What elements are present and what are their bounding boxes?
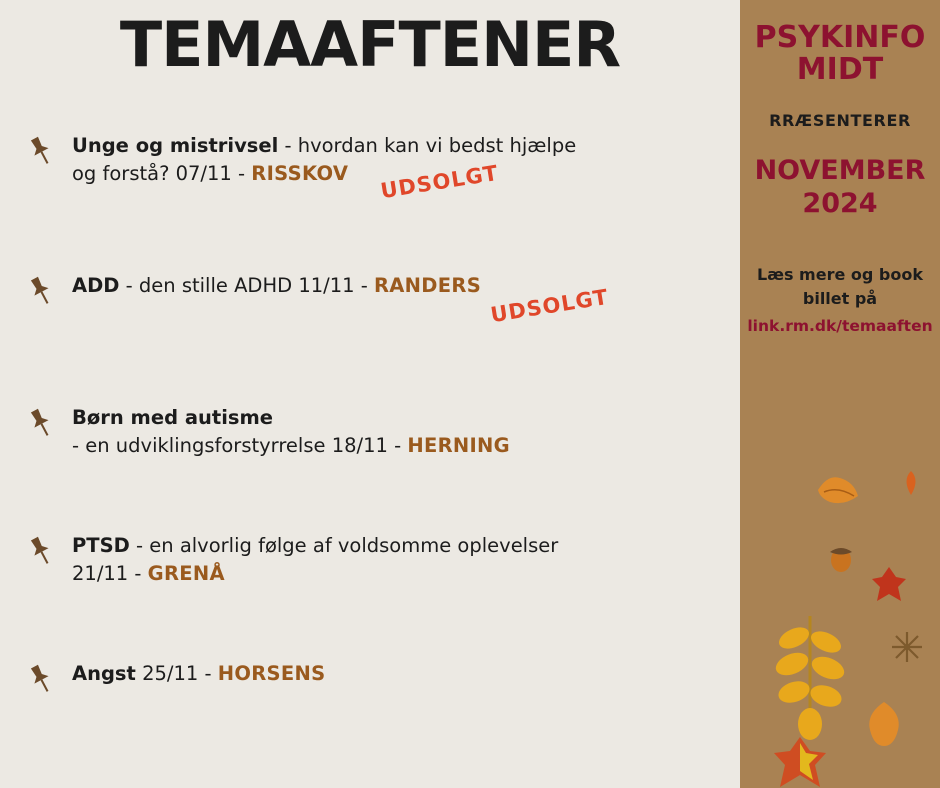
event-list (0, 132, 740, 760)
event-description: - hvordan kan vi bedst hjælpe (278, 134, 577, 157)
event-place: HERNING (407, 434, 510, 458)
event-place: RANDERS (373, 274, 482, 297)
star-anise-icon (890, 630, 924, 668)
list-item (0, 404, 740, 532)
leaf-icon (862, 700, 906, 752)
brand-name (740, 22, 940, 85)
event-place: RISSKOV (251, 162, 349, 186)
event-title: Angst (72, 662, 136, 685)
event-place: HORSENS (217, 662, 326, 685)
pushpin-icon (24, 662, 58, 696)
booking-line-1: Læs mere og book (757, 264, 923, 284)
event-title: Unge og mistrivsel (72, 134, 279, 157)
presents-label: RRÆSENTERER (769, 111, 911, 130)
booking-line-2: billet på (802, 288, 878, 308)
event-description-2: og forstå? 07/11 - (72, 162, 252, 186)
acorn-icon (826, 540, 856, 578)
event-description: - en alvorlig følge af voldsomme oplevelser (129, 534, 559, 557)
leaf-icon (770, 735, 830, 788)
pushpin-icon (24, 534, 58, 568)
status-badge: UDSOLGT (378, 160, 501, 204)
leaf-icon (870, 565, 908, 609)
event-title: Børn med autisme (72, 406, 274, 429)
leaf-icon (900, 470, 922, 500)
pushpin-icon (24, 134, 58, 168)
pushpin-icon (24, 274, 58, 308)
event-text (72, 660, 720, 688)
month-label: NOVEMBER (754, 155, 926, 186)
event-text (72, 272, 720, 300)
list-item (0, 660, 740, 760)
brand-line-2: MIDT (796, 51, 884, 87)
event-description: - den stille ADHD 11/11 - (119, 274, 374, 297)
event-description: 25/11 - (135, 662, 218, 685)
status-badge: UDSOLGT (488, 284, 611, 328)
event-place: GRENÅ (147, 562, 225, 586)
pushpin-icon (24, 406, 58, 440)
sidebar (740, 0, 940, 788)
list-item (0, 132, 740, 272)
leaf-icon (814, 470, 862, 514)
event-title: PTSD (72, 534, 130, 557)
event-text (72, 532, 720, 589)
booking-link[interactable]: link.rm.dk/temaaften (747, 316, 933, 335)
year-label: 2024 (802, 187, 878, 219)
event-title: ADD (72, 274, 120, 297)
event-text (72, 404, 720, 461)
event-description-2: 21/11 - (72, 562, 148, 586)
list-item (0, 272, 740, 404)
list-item (0, 532, 740, 660)
booking-info (740, 263, 940, 338)
brand-line-1: PSYKINFO (754, 20, 926, 55)
leaf-icon (770, 612, 850, 746)
page-title: TEMAAFTENER (119, 8, 621, 81)
event-description-2: - en udviklingsforstyrrelse 18/11 - (72, 434, 408, 458)
